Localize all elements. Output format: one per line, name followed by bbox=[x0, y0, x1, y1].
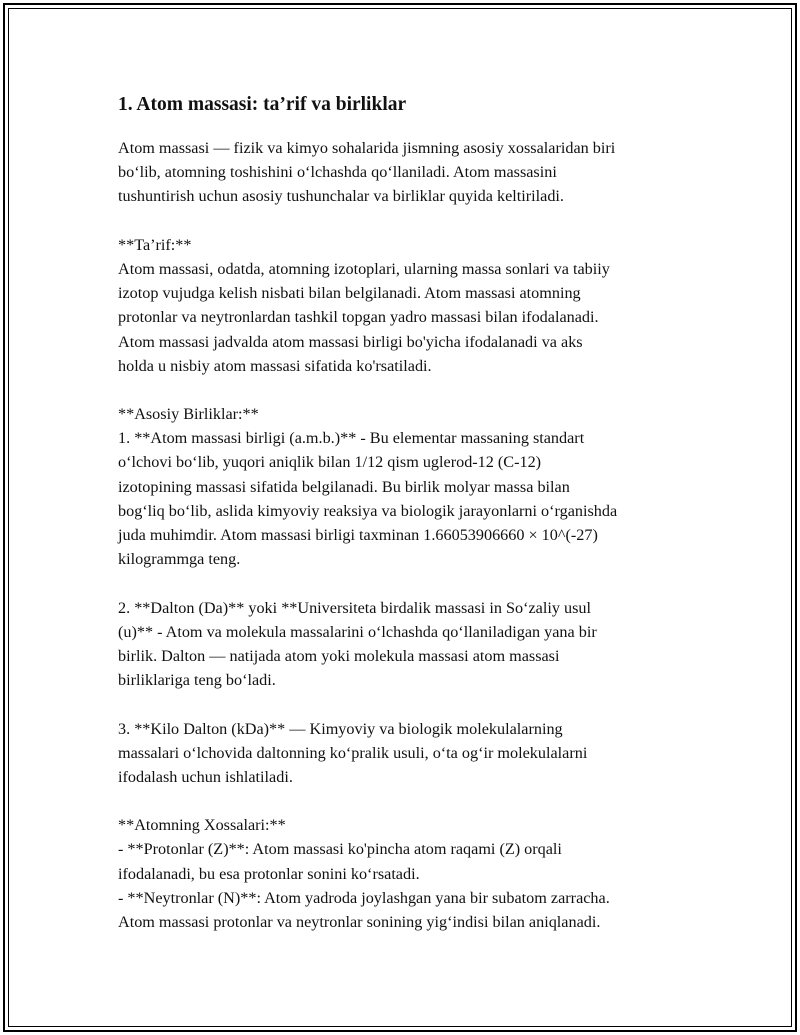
text-line: bog‘liq bo‘lib, aslida kimyoviy reaksiya va biologik jarayonlarni o‘rganishda bbox=[118, 501, 618, 520]
paragraph-definition bbox=[118, 233, 698, 378]
text-line: bo‘lib, atomning toshishini o‘lchashda qo‘llaniladi. Atom massasini bbox=[118, 163, 557, 182]
text-line: Atom massasi — fizik va kimyo sohalarida jismning asosiy xossalaridan biri bbox=[118, 139, 616, 157]
text-line: izotop vujudga kelish nisbati bilan belgilanadi. Atom massasi atomning bbox=[118, 284, 581, 303]
text-line: birlik. Dalton — natijada atom yoki molekula massasi atom massasi bbox=[118, 646, 560, 665]
paragraph-gap bbox=[118, 789, 698, 813]
text-line: ifodalanadi, bu esa protonlar sonini ko‘rsatadi. bbox=[118, 864, 420, 883]
paragraph-units-kilodalton bbox=[118, 717, 698, 790]
paragraph-properties bbox=[118, 813, 698, 934]
document-page bbox=[118, 92, 698, 934]
paragraph-gap bbox=[118, 209, 698, 233]
text-line: 3. **Kilo Dalton (kDa)** — Kimyoviy va biologik molekulalarning bbox=[118, 719, 563, 738]
paragraph-gap bbox=[118, 571, 698, 595]
text-line: (u)** - Atom va molekula massalarini o‘lchashda qo‘llaniladigan yana bir bbox=[118, 622, 597, 641]
text-line: massalari o‘lchovida daltonning ko‘pralik usuli, o‘ta og‘ir molekulalarni bbox=[118, 743, 588, 762]
text-line: Atom massasi, odatda, atomning izotoplari, ularning massa sonlari va tabiiy bbox=[118, 259, 610, 278]
text-line: holda u nisbiy atom massasi sifatida ko'rsatiladi. bbox=[118, 356, 432, 375]
text-line: 2. **Dalton (Da)** yoki **Universiteta birdalik massasi in So‘zaliy usul bbox=[118, 598, 591, 617]
section-heading: **Asosiy Birliklar:** bbox=[118, 405, 259, 424]
text-line: o‘lchovi bo‘lib, yuqori aniqlik bilan 1/12 qism uglerod-12 (C-12) bbox=[118, 453, 542, 472]
list-item: - **Neytronlar (N)**: Atom yadroda joylashgan yana bir subatom zarracha. bbox=[118, 888, 610, 907]
text-line: protonlar va neytronlardan tashkil topgan yadro massasi bilan ifodalanadi. bbox=[118, 308, 599, 327]
section-heading: **Atomning Xossalari:** bbox=[118, 816, 286, 835]
text-line: Atom massasi protonlar va neytronlar sonining yig‘indisi bilan aniqlanadi. bbox=[118, 913, 601, 931]
list-item: - **Protonlar (Z)**: Atom massasi ko'pincha atom raqami (Z) orqali bbox=[118, 840, 562, 859]
paragraph-units-dalton bbox=[118, 596, 698, 693]
paragraph-units-amu bbox=[118, 402, 698, 571]
paragraph-intro bbox=[118, 136, 698, 209]
text-line: Atom massasi jadvalda atom massasi birligi bo'yicha ifodalanadi va aks bbox=[118, 332, 583, 351]
text-line: juda muhimdir. Atom massasi birligi taxminan 1.66053906660 × 10^(-27) bbox=[118, 526, 598, 544]
text-line: ifodalash uchun ishlatiladi. bbox=[118, 767, 293, 786]
text-line: birliklariga teng bo‘ladi. bbox=[118, 671, 276, 690]
text-line: tushuntirish uchun asosiy tushunchalar va birliklar quyida keltiriladi. bbox=[118, 187, 564, 206]
text-line: izotopining massasi sifatida belgilanadi. Bu birlik molyar massa bilan bbox=[118, 477, 570, 496]
text-line: 1. **Atom massasi birligi (a.m.b.)** - Bu elementar massaning standart bbox=[118, 429, 585, 448]
document-title: 1. Atom massasi: ta’rif va birliklar bbox=[118, 94, 407, 115]
text-line: kilogrammga teng. bbox=[118, 550, 241, 569]
paragraph-gap bbox=[118, 378, 698, 402]
section-heading: **Ta’rif:** bbox=[118, 235, 192, 254]
paragraph-gap bbox=[118, 692, 698, 716]
